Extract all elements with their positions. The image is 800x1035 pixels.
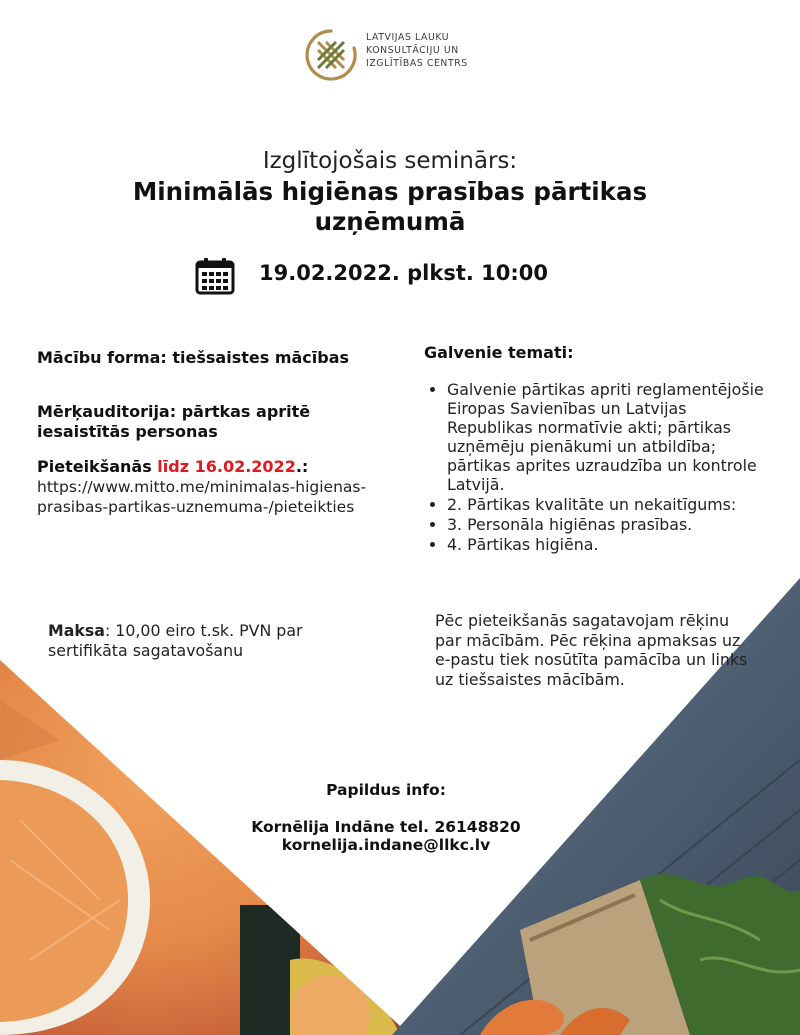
signup-label: Pieteikšanās	[37, 457, 152, 476]
contact-heading: Papildus info:	[326, 781, 446, 799]
target-audience: Mērķauditorija: pārtkas apritē iesaistītās personas	[37, 402, 311, 441]
contact-email[interactable]: kornelija.indane@llkc.lv	[281, 836, 491, 854]
list-item: • Galvenie pārtikas apriti reglamentējošie Eiropas Savienības un Latvijas Republikas normatīvie akti; pārtikas uzņēmēju pienākumi un atbildība; pārtikas aprites uzraudzība un kontrole Latvijā.	[447, 380, 764, 494]
fee-text: : 10,00 eiro t.sk. PVN par sertifikāta sagatavošanu	[48, 621, 303, 660]
contact-person: Kornēlija Indāne tel. 26148820	[251, 818, 521, 836]
seminar-date: 19.02.2022. plkst. 10:00	[259, 261, 549, 285]
logo-line: LATVIJAS LAUKU	[366, 32, 450, 43]
logo-line: IZGLĪTĪBAS CENTRS	[366, 58, 468, 69]
topics-heading: Galvenie temati:	[424, 343, 574, 362]
seminar-title: Minimālās higiēnas prasības pārtikas uzņēmumā	[132, 177, 648, 236]
topics-list-container	[424, 380, 764, 555]
llkc-logo	[304, 28, 504, 82]
signup-heading	[37, 457, 367, 477]
signup-link[interactable]: https://www.mitto.me/minimalas-higienas-prasibas-partikas-uznemuma-/pieteikties	[37, 478, 367, 516]
seminar-pre-title: Izglītojošais seminārs:	[262, 148, 518, 174]
list-item: • 4. Pārtikas higiēna.	[447, 535, 764, 554]
fee-label: Maksa	[48, 621, 105, 640]
list-item: • 3. Personāla higiēnas prasības.	[447, 515, 764, 534]
signup-deadline: līdz 16.02.2022	[157, 457, 296, 476]
payment-note: Pēc pieteikšanās sagatavojam rēķinu par mācībām. Pēc rēķina apmaksas uz e-pastu tiek nosūtīta pamācība un links uz tiešsaistes mācībām.	[435, 611, 748, 689]
logo-text	[366, 31, 506, 70]
signup-block	[37, 457, 367, 517]
logo-emblem-icon	[304, 28, 358, 82]
study-form: Mācību forma: tiešsaistes mācības	[37, 348, 350, 367]
signup-suffix: .:	[295, 457, 309, 476]
topics-list	[424, 380, 764, 554]
list-item: • 2. Pārtikas kvalitāte un nekaitīgums:	[447, 495, 764, 514]
calendar-icon	[195, 257, 235, 295]
fee-block	[48, 621, 368, 661]
logo-line: KONSULTĀCIJU UN	[366, 45, 459, 56]
